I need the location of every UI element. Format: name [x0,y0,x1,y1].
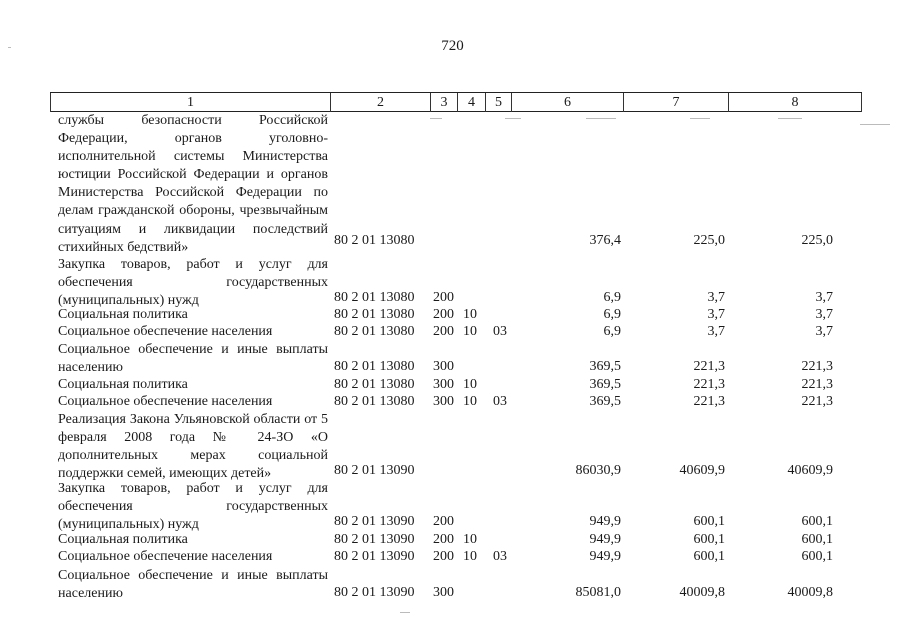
row-value-8: 221,3 [801,377,833,392]
row-value-6: 86030,9 [575,463,621,478]
row-csr: 80 2 01 13080 [334,377,415,392]
row-value-8: 40609,9 [787,463,833,478]
row-value-8: 3,7 [815,324,833,339]
row-vr: 300 [433,359,454,374]
row-value-7: 3,7 [707,324,725,339]
row-description: Социальная политика [58,532,188,547]
row-value-8: 600,1 [801,532,833,547]
row-value-7: 225,0 [693,233,725,248]
row-section: 10 [463,324,477,339]
row-value-6: 6,9 [603,324,621,339]
row-value-6: 6,9 [603,290,621,305]
row-csr: 80 2 01 13080 [334,359,415,374]
row-description: Социальное обеспечение и иные выплаты населению [58,342,328,376]
row-value-8: 3,7 [815,290,833,305]
row-value-8: 225,0 [801,233,833,248]
scan-mark [586,118,616,119]
row-subsection: 03 [493,324,507,339]
row-vr: 200 [433,290,454,305]
row-value-7: 40009,8 [679,585,725,600]
row-csr: 80 2 01 13090 [334,585,415,600]
row-csr: 80 2 01 13080 [334,307,415,322]
row-value-7: 600,1 [693,514,725,529]
row-description: Социальное обеспечение населения [58,324,273,339]
row-value-6: 85081,0 [575,585,621,600]
row-section: 10 [463,307,477,322]
row-value-7: 40609,9 [679,463,725,478]
scan-mark [690,118,710,119]
header-col-3: 3 [430,93,457,112]
row-value-8: 3,7 [815,307,833,322]
row-value-8: 600,1 [801,549,833,564]
row-description: Закупка товаров, работ и услуг для обеспечения государственных (муниципальных) нужд [58,257,328,309]
row-vr: 200 [433,307,454,322]
scan-mark [778,118,802,119]
row-vr: 300 [433,585,454,600]
row-vr: 200 [433,549,454,564]
row-description: Социальное обеспечение населения [58,394,273,409]
page-number: 720 [441,38,464,54]
scan-mark [8,47,11,48]
row-subsection: 03 [493,394,507,409]
row-value-8: 40009,8 [787,585,833,600]
row-value-7: 221,3 [693,359,725,374]
row-vr: 200 [433,324,454,339]
row-csr: 80 2 01 13080 [334,394,415,409]
row-value-7: 3,7 [707,290,725,305]
row-section: 10 [463,549,477,564]
row-section: 10 [463,377,477,392]
header-col-7: 7 [623,93,728,112]
row-value-7: 600,1 [693,549,725,564]
header-col-2: 2 [330,93,430,112]
scan-mark [400,612,410,613]
row-value-6: 369,5 [589,394,621,409]
scan-mark [430,118,442,119]
row-csr: 80 2 01 13090 [334,514,415,529]
row-value-6: 376,4 [589,233,621,248]
row-section: 10 [463,394,477,409]
row-value-6: 369,5 [589,377,621,392]
header-col-5: 5 [485,93,511,112]
scan-mark [860,124,890,125]
header-col-1: 1 [50,93,330,112]
row-csr: 80 2 01 13080 [334,233,415,248]
row-vr: 200 [433,514,454,529]
row-description: Социальное обеспечение и иные выплаты населению [58,568,328,602]
row-value-6: 369,5 [589,359,621,374]
row-description: Социальная политика [58,307,188,322]
header-col-6: 6 [511,93,623,112]
table-header [50,92,862,112]
row-section: 10 [463,532,477,547]
row-description: Социальное обеспечение населения [58,549,273,564]
row-vr: 200 [433,532,454,547]
row-value-7: 221,3 [693,377,725,392]
row-value-6: 949,9 [589,549,621,564]
row-value-6: 6,9 [603,307,621,322]
row-value-7: 600,1 [693,532,725,547]
row-vr: 300 [433,394,454,409]
row-value-7: 221,3 [693,394,725,409]
row-value-8: 600,1 [801,514,833,529]
row-value-8: 221,3 [801,394,833,409]
row-description: службы безопасности Российской Федерации, органов уголовно-исполнительной системы Министерства юстиции Российской Федерации и органов Министерства Российской Федерации по делам гражданской обороны, чрезвычайным ситуациям и ликвидации последствий стихийных бедствий» [58,113,328,255]
header-col-4: 4 [457,93,485,112]
row-description: Социальная политика [58,377,188,392]
row-vr: 300 [433,377,454,392]
row-subsection: 03 [493,549,507,564]
row-csr: 80 2 01 13080 [334,324,415,339]
row-value-6: 949,9 [589,532,621,547]
row-description: Закупка товаров, работ и услуг для обеспечения государственных (муниципальных) нужд [58,481,328,533]
scan-mark [505,118,521,119]
row-value-6: 949,9 [589,514,621,529]
row-csr: 80 2 01 13090 [334,463,415,478]
row-csr: 80 2 01 13080 [334,290,415,305]
row-csr: 80 2 01 13090 [334,549,415,564]
row-description: Реализация Закона Ульяновской области от 5 февраля 2008 года № 24-ЗО «О дополнительных мерах социальной поддержки семей, имеющих детей» [58,412,328,482]
row-csr: 80 2 01 13090 [334,532,415,547]
row-value-8: 221,3 [801,359,833,374]
header-col-8: 8 [728,93,862,112]
row-value-7: 3,7 [707,307,725,322]
